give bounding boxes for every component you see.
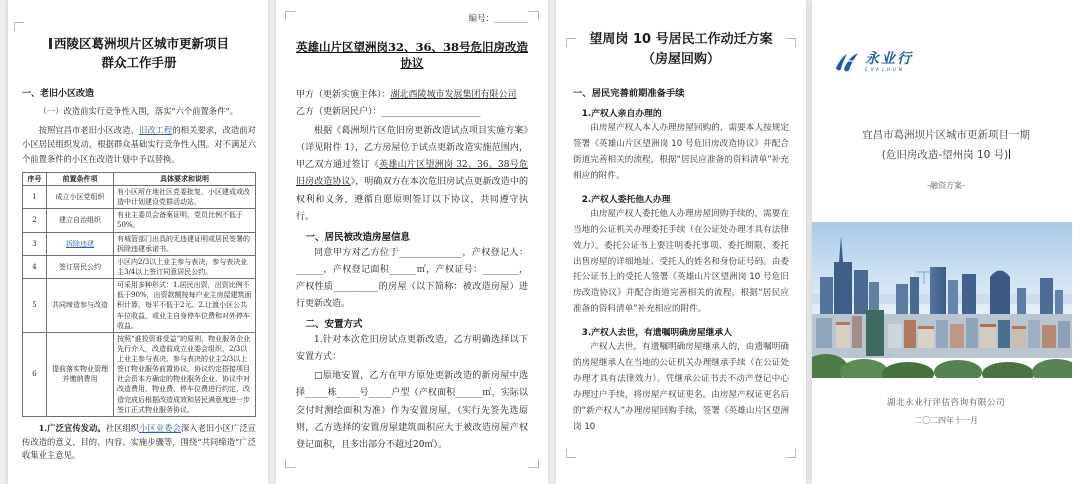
row-no: 5 [23, 279, 47, 333]
paragraph-text: 根据《葛洲坝片区危旧房更新改造试点项目实施方案》（详见附件 1），乙方房屋位于试点更新改造实施范围内，甲乙双方通过签订《 [296, 126, 528, 171]
table-row [23, 332, 256, 416]
table-row [23, 232, 256, 255]
page-title [22, 34, 256, 73]
document-number-blank: ________ [494, 14, 528, 24]
paragraph-text: 》，明确双方在本次危旧房试点更新改造中的权利和义务，遵循自愿原则签订以下协议，共同遵守执行。 [296, 177, 528, 222]
inline-link[interactable]: 小区业委会 [139, 422, 181, 433]
page-renovation-agreement [276, 0, 548, 484]
subsection-heading: 1.产权人亲自办理的 [581, 109, 662, 120]
subsection-heading: 2.产权人委托他人办理 [581, 194, 671, 205]
row-item: 成立小区党组织 [47, 185, 114, 208]
crop-mark [786, 38, 796, 47]
crop-mark [285, 459, 295, 468]
page-work-manual [8, 0, 268, 484]
party-b-line [296, 104, 528, 121]
row-item: 共同缔造参与改造 [47, 279, 114, 333]
column-header: 具体要求和说明 [114, 172, 256, 185]
row-desc: 有城管部门出具的无违建证明或居民签署的拆除违建承诺书。 [114, 232, 256, 255]
row-item: 提前落实物业管理并缴纳费用 [47, 332, 114, 416]
crop-mark [566, 38, 576, 47]
cover-subtitle: -融资方案- [927, 180, 965, 190]
inline-link[interactable]: 旧改工程 [138, 125, 173, 136]
paragraph-text: 社区组织 [105, 422, 140, 433]
row-item: 建立自治组织 [47, 209, 114, 232]
page-title [573, 30, 789, 70]
paragraph: 由房屋产权人本人办理房屋回购的，需要本人按规定签署《英雄山片区望洲岗 10 号危旧房改造协议》并配合街道完善相关的流程，根据“居民应准备的资料清单”补充相应的附件。 [573, 123, 789, 181]
paragraph-with-checkbox: □原地安置，乙方在甲方原处更新改造的新房屋中选择_____栋_____号_____户型（产权面积______㎡，实际以交付时测绘面积为准）作为安置房屋，（实行先签先选原则，乙方选择的安置房屋建筑面积应大于被改造房屋产权登记面积，且多出部分不超过20㎡）。 [296, 371, 528, 450]
company-logo-text [865, 52, 913, 73]
company-logo-icon [834, 52, 860, 74]
paragraph-text: 的相关要求，改造前对小区居民组织发动，根据群众基础实行竞争性入围。对不满足六个前置条件的小区在改造计划中予以替换。 [22, 125, 256, 164]
preconditions-table [22, 172, 256, 417]
paragraph-lead: 1.广泛宣传发动。 [38, 422, 106, 433]
logo-cn-text: 永业行 [865, 51, 913, 67]
paragraph: 同意甲方对乙方位于______________，产权登记人：______，产权登记面积______㎡，产权证号：________，产权性质__________的房屋（以下简称：被改造房屋）进行更新改造。 [296, 247, 528, 310]
logo-en-text: EVALHUN [865, 68, 905, 73]
row-no: 1 [23, 185, 47, 208]
document-number-label: 编号： [468, 14, 494, 24]
party-a-value: 湖北西陵城市发展集团有限公司 [390, 90, 517, 100]
cover-date: 二〇二四年十一月 [914, 416, 978, 425]
party-b-blank: ______________________ [381, 107, 481, 118]
paragraph-text: 按照宜昌市老旧小区改造、 [38, 125, 139, 136]
agreement-title-inline: 英雄山片区望洲岗 32、36、38号危旧房改造协议 [296, 160, 528, 188]
subsection-heading: 3.产权人去世，有遗嘱明确房屋继承人 [581, 328, 733, 339]
crop-mark [14, 22, 24, 31]
row-no: 6 [23, 332, 47, 416]
crop-mark [529, 459, 539, 468]
party-a-line [296, 87, 528, 104]
page-relocation-plan [556, 0, 806, 484]
cover-footer [812, 396, 1080, 426]
title-line-1: 望周岗 10 号居民工作动迁方案 [589, 32, 773, 47]
row-item: 签订居民公约 [47, 255, 114, 278]
row-item-link[interactable]: 拆除违建 [47, 232, 114, 255]
paragraph: 产权人去世，有遗嘱明确房屋继承人的，由遗嘱明确的房屋继承人在当地的公证机关办理继承手续（在公证处办理才具有法律效力）。凭继承公证书去不动产登记中心办理过户手续，将房屋产权证更名。由房屋产权证更名后的“新产权人”办理房屋回购手续，签署《英雄山片区望洲岗 10 [573, 342, 789, 432]
row-desc: 有小区所在地社区党委批复，小区建成或改造中计划建设党群活动站。 [114, 185, 256, 208]
title-line-2: （房屋回购） [641, 52, 720, 68]
title-line-2: 群众工作手册 [101, 55, 177, 71]
paragraph: 由房屋产权人委托他人办理房屋回购手续的，需要在当地的公证机关办理委托手续（在公证处办理才具有法律效力）。委托公证书上要注明委托事项、委托期限、委托出售房屋的详细地址、受托人的姓名和身份证号码。由委托公证书上的受托人签署《英雄山片区望洲岗 10 号危旧房改造协议》并配合街道完善相关的流程，根据“居民应准备的资料清单”补充相应的附件。 [573, 208, 789, 315]
page-title: 英雄山片区望洲岗32、36、38号危旧房改造协议 [296, 40, 529, 70]
row-desc: 有业主委员会备案证明，党员比例不低于50%。 [114, 209, 256, 232]
row-desc: 可采用多种形式：1.居民出资，出资比例不低于90%，出资款额按每户业主房屋建筑面积计算，每平不低于2元。2.让渡小区公共车位收益，或业主自身停车位费和对外停车收益。 [114, 279, 256, 333]
text-cursor [1009, 149, 1010, 159]
crop-mark [529, 11, 539, 20]
company-logo [834, 52, 913, 74]
cover-title [812, 126, 1080, 166]
row-no: 2 [23, 209, 47, 232]
section-heading: 一、老旧小区改造 [22, 88, 95, 99]
paragraph [22, 123, 256, 166]
crop-mark [566, 449, 576, 458]
row-no: 3 [23, 232, 47, 255]
table-row [23, 209, 256, 232]
table-row [23, 255, 256, 278]
crop-mark [786, 449, 796, 458]
row-no: 4 [23, 255, 47, 278]
company-name: 湖北永业行评估咨询有限公司 [886, 398, 1006, 408]
cover-title-line-2: (危旧房改造-望州岗 10 号) [881, 148, 1009, 161]
crop-mark [285, 11, 295, 20]
table-row [23, 279, 256, 333]
column-header: 序号 [23, 172, 47, 185]
section-heading: 一、居民完善前期准备手续 [573, 88, 685, 100]
party-a-label: 甲方（更新实施主体）： [296, 90, 391, 100]
cover-title-block [812, 126, 1080, 191]
paragraph: （一）改造前实行竞争性入围，落实“六个前置条件”。 [38, 105, 238, 116]
page-financing-cover [812, 0, 1080, 484]
document-number [296, 12, 528, 24]
cover-title-line-1: 宜昌市葛洲坝片区城市更新项目一期 [862, 129, 1030, 141]
section-heading: 二、安置方式 [305, 319, 363, 331]
table-row [23, 185, 256, 208]
party-b-label: 乙方（更新居民户）： [296, 107, 382, 118]
text-cursor [49, 38, 52, 49]
paragraph-text: 深入老旧小区广泛宣传改造的意义、目的、内容、实施步骤等，围绕“共同缔造”广泛收集业主意见。 [22, 422, 256, 461]
column-header: 前置条件项 [47, 172, 114, 185]
city-skyline-image [812, 222, 1072, 378]
row-desc: 按照“谁投资谁受益”的原则，物业服务企业先行介入，改造前成立业委会组织，2/3以上业主参与表决，参与表决的业主2/3以上签订物业服务前置协议，协议约定搭接项目社会资本方确定的物业服务企业，协议中对改造费用、物业费、停车位费进行约定，改造完成后根据改造成效和居民满意度进一步签订正式物业服务协议。 [114, 332, 256, 416]
paragraph [22, 422, 256, 463]
table-header-row [23, 172, 256, 185]
section-heading: 一、居民被改造房屋信息 [305, 231, 411, 243]
paragraph: 1.针对本次危旧房试点更新改造，乙方明确选择以下安置方式： [296, 335, 528, 363]
paragraph [296, 123, 528, 226]
row-desc: 小区内2/3以上业主参与表决，参与表决业主3/4以上签订同意居民公约。 [114, 255, 256, 278]
title-line-1: 西陵区葛洲坝片区城市更新项目 [53, 36, 229, 51]
